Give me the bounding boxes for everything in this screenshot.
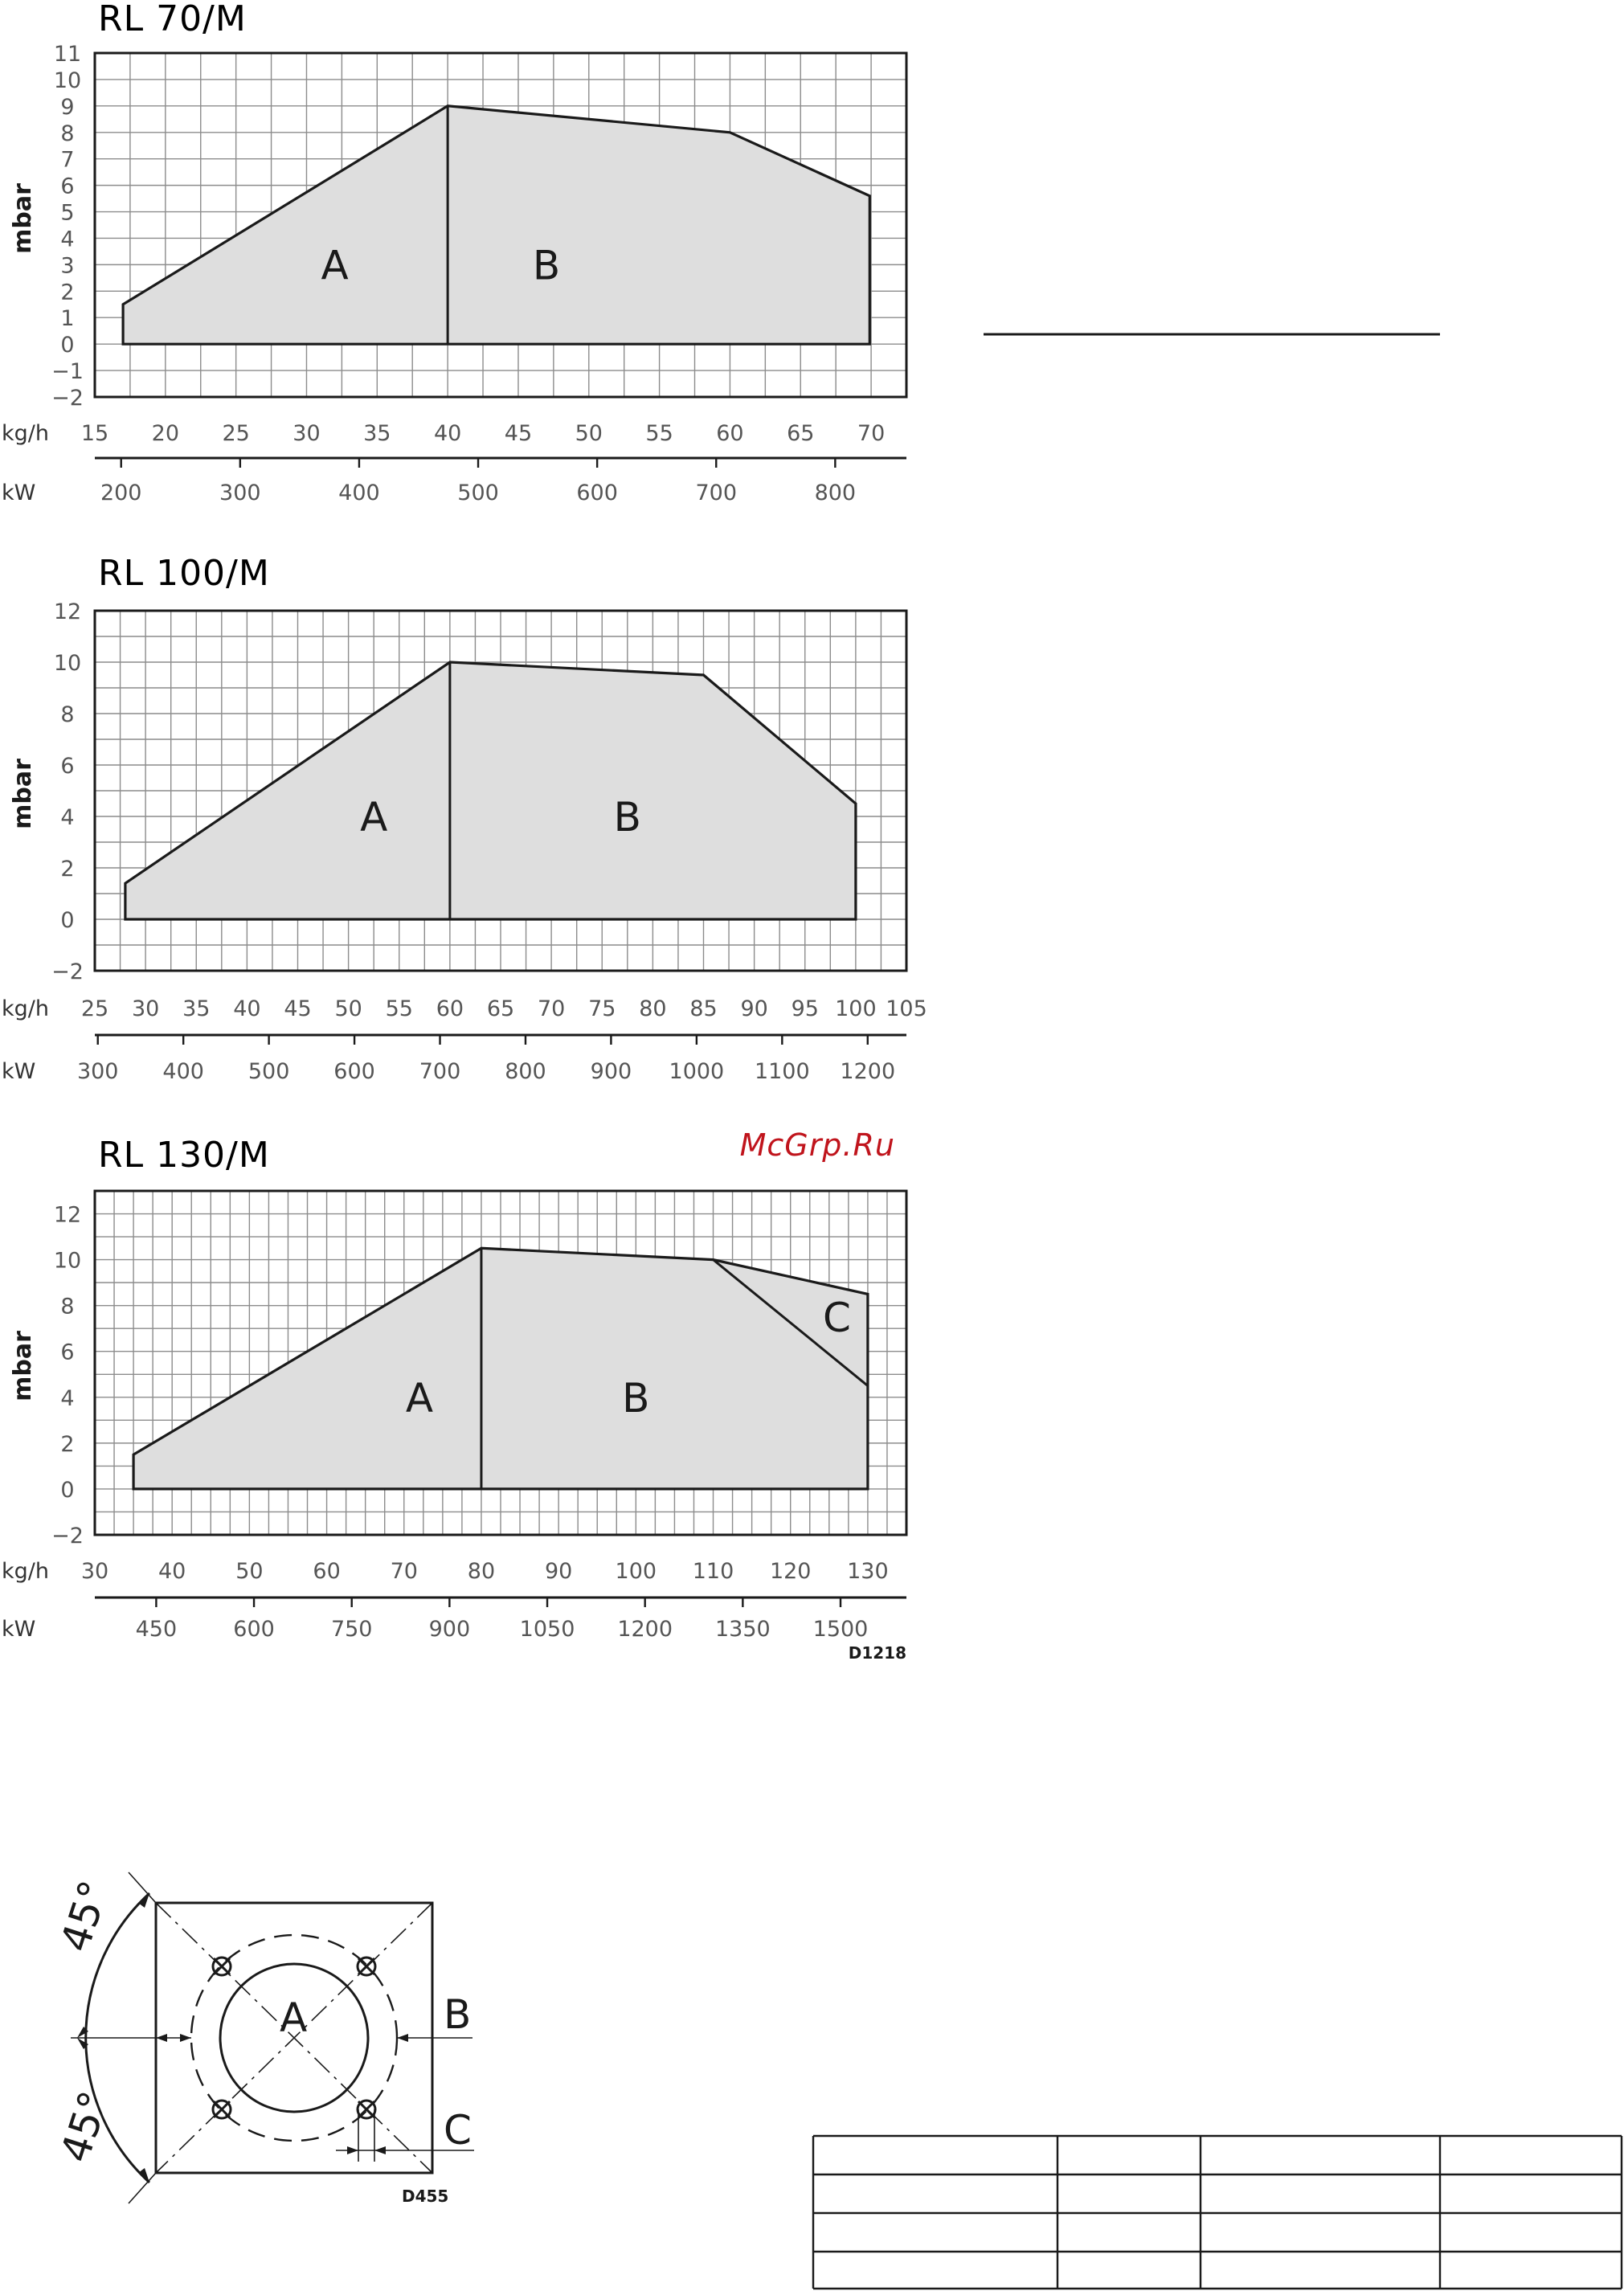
x-tick-label: 40 [233,996,261,1021]
x2-tick-label: 800 [505,1059,546,1084]
y-tick-label: 9 [60,94,75,120]
x2-tick-label: 200 [100,481,142,505]
y-tick-labels [51,42,84,411]
arrow-head [374,2146,386,2154]
x-tick-label: 60 [436,996,464,1021]
y-tick-label: 12 [53,599,82,624]
x2-tick-label: 1200 [617,1617,673,1642]
y-tick-label: −2 [51,386,84,411]
dimension-table [813,2136,1622,2289]
x-tick-label: 20 [151,421,180,446]
arrow-head [397,2034,408,2042]
bolt-hole [213,1958,231,1975]
x2-tick-label: 450 [135,1617,178,1642]
arrow-head [347,2146,358,2154]
x-tick-label: 80 [639,996,667,1021]
x-tick-label: 70 [857,421,886,446]
zone-label: A [360,794,388,841]
x2-tick-label: 400 [338,481,380,505]
chart-title: RL 100/M [98,553,270,594]
zone-label: B [613,794,641,841]
y-tick-label: 4 [60,1385,75,1411]
chart-title: RL 130/M [98,1135,270,1176]
x2-unit-label: kW [2,481,36,505]
x-tick-labels [81,996,927,1021]
x-tick-labels [81,421,885,446]
zone-label: A [321,242,349,289]
x-tick-label: 45 [504,421,533,446]
y-tick-label: 11 [53,42,82,67]
x-tick-label: 40 [433,421,462,446]
x-tick-label: 60 [313,1559,341,1584]
x-tick-label: 65 [787,421,815,446]
x2-tick-label: 300 [76,1059,119,1084]
chart-rl70 [2,0,906,505]
chart-rl100 [2,553,927,1084]
x-tick-label: 45 [284,996,312,1021]
x-tick-label: 35 [182,996,211,1021]
y-tick-label: 8 [60,1294,75,1319]
x-tick-label: 30 [131,996,160,1021]
y-tick-label: 1 [60,306,75,332]
x-tick-label: 130 [847,1559,889,1584]
angle-label-top: 45° [51,1875,118,1958]
x2-tick-label: 900 [590,1059,632,1084]
dimension-label-c: C [444,2107,472,2154]
x-tick-label: 35 [363,421,391,446]
x-tick-label: 75 [588,996,616,1021]
x-tick-label: 65 [486,996,515,1021]
y-tick-label: 6 [60,174,75,199]
x-tick-label: 100 [615,1559,657,1584]
x-tick-label: 100 [835,996,877,1021]
zone-label: B [532,242,561,289]
x-tick-label: 90 [740,996,768,1021]
x2-axis [95,458,906,505]
y-tick-label: −1 [51,359,84,385]
extension-line [129,1872,156,1903]
x2-tick-label: 700 [419,1059,461,1084]
x-tick-labels [81,1559,889,1584]
extension-line [129,2173,156,2203]
y-tick-label: −2 [51,959,84,984]
x2-tick-label: 1000 [669,1059,725,1084]
arrow-head [156,2034,167,2042]
bolt-hole [358,1958,375,1975]
x2-unit-label: kW [2,1059,36,1084]
arrow-head [138,2168,149,2183]
x-tick-label: 55 [385,996,413,1021]
x2-tick-label: 700 [695,481,738,505]
flange-code: D455 [402,2187,449,2206]
x2-tick-label: 600 [233,1617,275,1642]
diagram-code: D1218 [848,1643,906,1663]
x-tick-label: 70 [390,1559,418,1584]
y-tick-label: 0 [60,333,75,358]
x2-tick-label: 1100 [754,1059,810,1084]
y-tick-label: 6 [60,1340,75,1365]
x-tick-label: 105 [886,996,927,1021]
y-tick-label: 4 [60,805,75,830]
y-tick-label: 0 [60,1477,75,1503]
x-tick-label: 30 [80,1559,109,1584]
x-tick-label: 15 [80,421,109,446]
x2-tick-label: 1350 [714,1617,771,1642]
x2-axis [77,1035,906,1084]
x-tick-label: 80 [467,1559,496,1584]
x-unit-label: kg/h [2,996,49,1021]
x2-tick-label: 400 [162,1059,204,1084]
y-tick-label: 2 [60,857,75,882]
y-tick-label: 4 [60,227,75,252]
y-tick-label: 2 [60,1431,75,1457]
zone-label: B [622,1374,650,1422]
y-tick-labels [51,599,84,984]
y-tick-label: 10 [53,651,82,676]
x-tick-label: 85 [689,996,718,1021]
x2-tick-label: 300 [219,481,261,505]
x2-tick-label: 750 [330,1617,373,1642]
x2-tick-label: 1200 [840,1059,896,1084]
y-tick-label: 10 [53,1248,82,1274]
zone-label: C [822,1294,851,1341]
x2-tick-label: 1500 [812,1617,869,1642]
chart-title: RL 70/M [98,0,247,39]
x-tick-label: 70 [537,996,566,1021]
x-tick-label: 95 [791,996,819,1021]
x-unit-label: kg/h [2,421,49,446]
x-tick-label: 50 [575,421,603,446]
x-tick-label: 25 [222,421,250,446]
y-tick-label: 5 [60,200,75,226]
x2-tick-label: 500 [457,481,499,505]
dimension-label-a: A [280,1994,308,2041]
x-tick-label: 25 [80,996,109,1021]
y-tick-label: 6 [60,754,75,779]
y-axis-label: mbar [9,1331,37,1401]
y-tick-label: −2 [51,1524,84,1548]
arrow-head [138,1893,149,1908]
x-tick-label: 90 [544,1559,573,1584]
zone-label: A [405,1374,434,1422]
y-tick-label: 3 [60,253,75,279]
y-tick-label: 8 [60,121,75,146]
x-tick-label: 60 [716,421,744,446]
y-tick-labels [51,1203,84,1548]
dimension-label-b: B [444,1991,472,2038]
x2-tick-label: 1050 [519,1617,575,1642]
working-field-area [123,106,869,344]
y-tick-label: 8 [60,702,75,727]
flange-drawing [51,1872,474,2206]
y-axis-label: mbar [9,759,37,829]
y-axis-label: mbar [9,183,37,254]
watermark: McGrp.Ru [739,1127,895,1163]
bolt-hole [358,2101,375,2118]
x-tick-label: 110 [692,1559,734,1584]
y-tick-label: 12 [53,1202,82,1228]
x-tick-label: 50 [334,996,362,1021]
working-field-area [133,1248,868,1489]
x2-unit-label: kW [2,1617,36,1642]
angle-label-bottom: 45° [51,2085,118,2168]
x-unit-label: kg/h [2,1559,49,1584]
y-tick-label: 0 [60,908,75,933]
bolt-hole [213,2101,231,2118]
x2-tick-label: 800 [814,481,857,505]
y-tick-label: 2 [60,280,75,305]
y-tick-label: 7 [60,147,75,173]
arrow-head [180,2034,191,2042]
x2-tick-label: 600 [576,481,618,505]
x2-tick-label: 600 [333,1059,375,1084]
chart-rl130 [2,1127,906,1663]
x-tick-label: 120 [769,1559,812,1584]
x-tick-label: 55 [645,421,673,446]
x2-tick-label: 900 [428,1617,471,1642]
x2-axis [95,1598,906,1642]
x-tick-label: 50 [235,1559,264,1584]
x-tick-label: 40 [158,1559,186,1584]
x-tick-label: 30 [292,421,321,446]
y-tick-label: 10 [53,68,82,93]
x2-tick-label: 500 [247,1059,290,1084]
